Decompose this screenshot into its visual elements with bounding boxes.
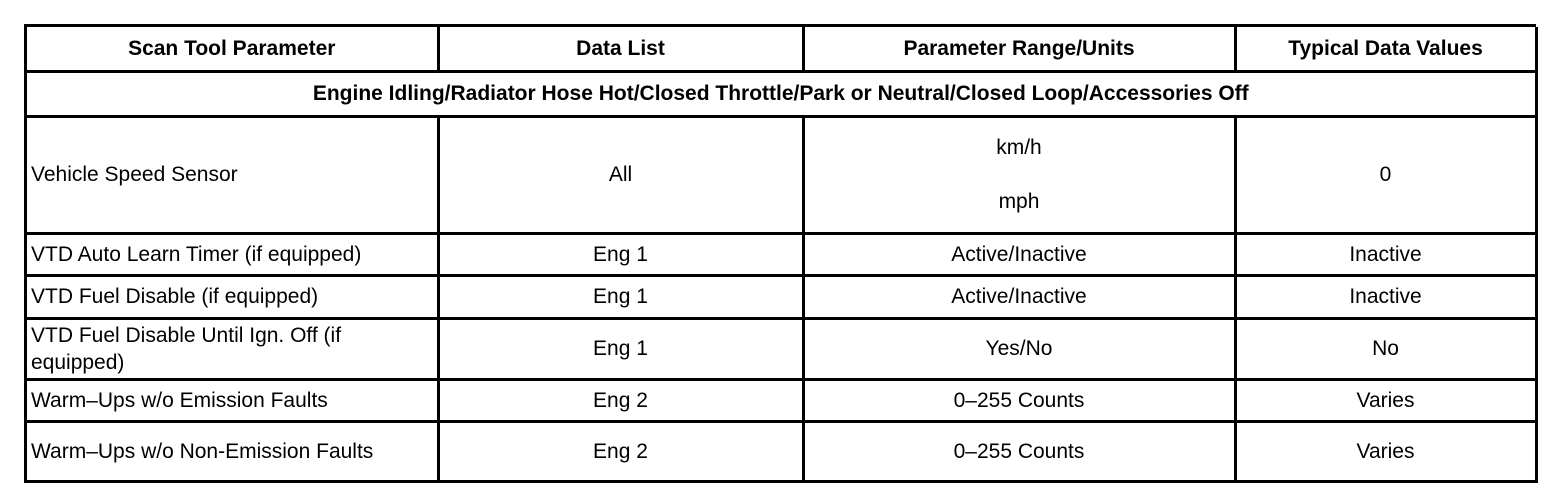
header-scan-tool-parameter: Scan Tool Parameter [27, 27, 438, 72]
table-header-row [27, 27, 1536, 72]
header-parameter-range-units: Parameter Range/Units [803, 27, 1235, 72]
test-condition: Engine Idling/Radiator Hose Hot/Closed Throttle/Park or Neutral/Closed Loop/Accessories Off [27, 72, 1536, 117]
typical-cell: Inactive [1235, 233, 1536, 276]
range-cell: Active/Inactive [803, 276, 1235, 319]
range-cell: Yes/No [803, 318, 1235, 379]
header-data-list: Data List [438, 27, 803, 72]
table-row [27, 422, 1536, 482]
parameter-cell: VTD Fuel Disable Until Ign. Off (if equipped) [27, 318, 438, 379]
table-row [27, 276, 1536, 319]
parameter-cell: Warm–Ups w/o Emission Faults [27, 379, 438, 422]
scan-tool-data-table-frame [24, 24, 1536, 483]
data-list-cell: Eng 2 [438, 379, 803, 422]
scan-tool-data-table [27, 27, 1538, 483]
typical-cell: Varies [1235, 379, 1536, 422]
table-row [27, 318, 1536, 379]
data-list-cell: Eng 2 [438, 422, 803, 482]
table-row [27, 233, 1536, 276]
parameter-cell: Vehicle Speed Sensor [27, 116, 438, 233]
table-row [27, 379, 1536, 422]
unit-kmh: km/h [996, 135, 1042, 159]
data-list-cell: Eng 1 [438, 276, 803, 319]
header-typical-data-values: Typical Data Values [1235, 27, 1536, 72]
table-row [27, 116, 1536, 233]
typical-cell: Inactive [1235, 276, 1536, 319]
parameter-cell: VTD Fuel Disable (if equipped) [27, 276, 438, 319]
data-list-cell: Eng 1 [438, 233, 803, 276]
typical-cell: Varies [1235, 422, 1536, 482]
range-cell: Active/Inactive [803, 233, 1235, 276]
parameter-cell: VTD Auto Learn Timer (if equipped) [27, 233, 438, 276]
typical-cell: No [1235, 318, 1536, 379]
data-list-cell: All [438, 116, 803, 233]
condition-row [27, 72, 1536, 117]
range-cell: 0–255 Counts [803, 422, 1235, 482]
unit-mph: mph [998, 190, 1040, 214]
data-list-cell: Eng 1 [438, 318, 803, 379]
typical-cell: 0 [1235, 116, 1536, 233]
parameter-cell: Warm–Ups w/o Non-Emission Faults [27, 422, 438, 482]
range-cell: 0–255 Counts [803, 379, 1235, 422]
range-cell [803, 116, 1235, 233]
